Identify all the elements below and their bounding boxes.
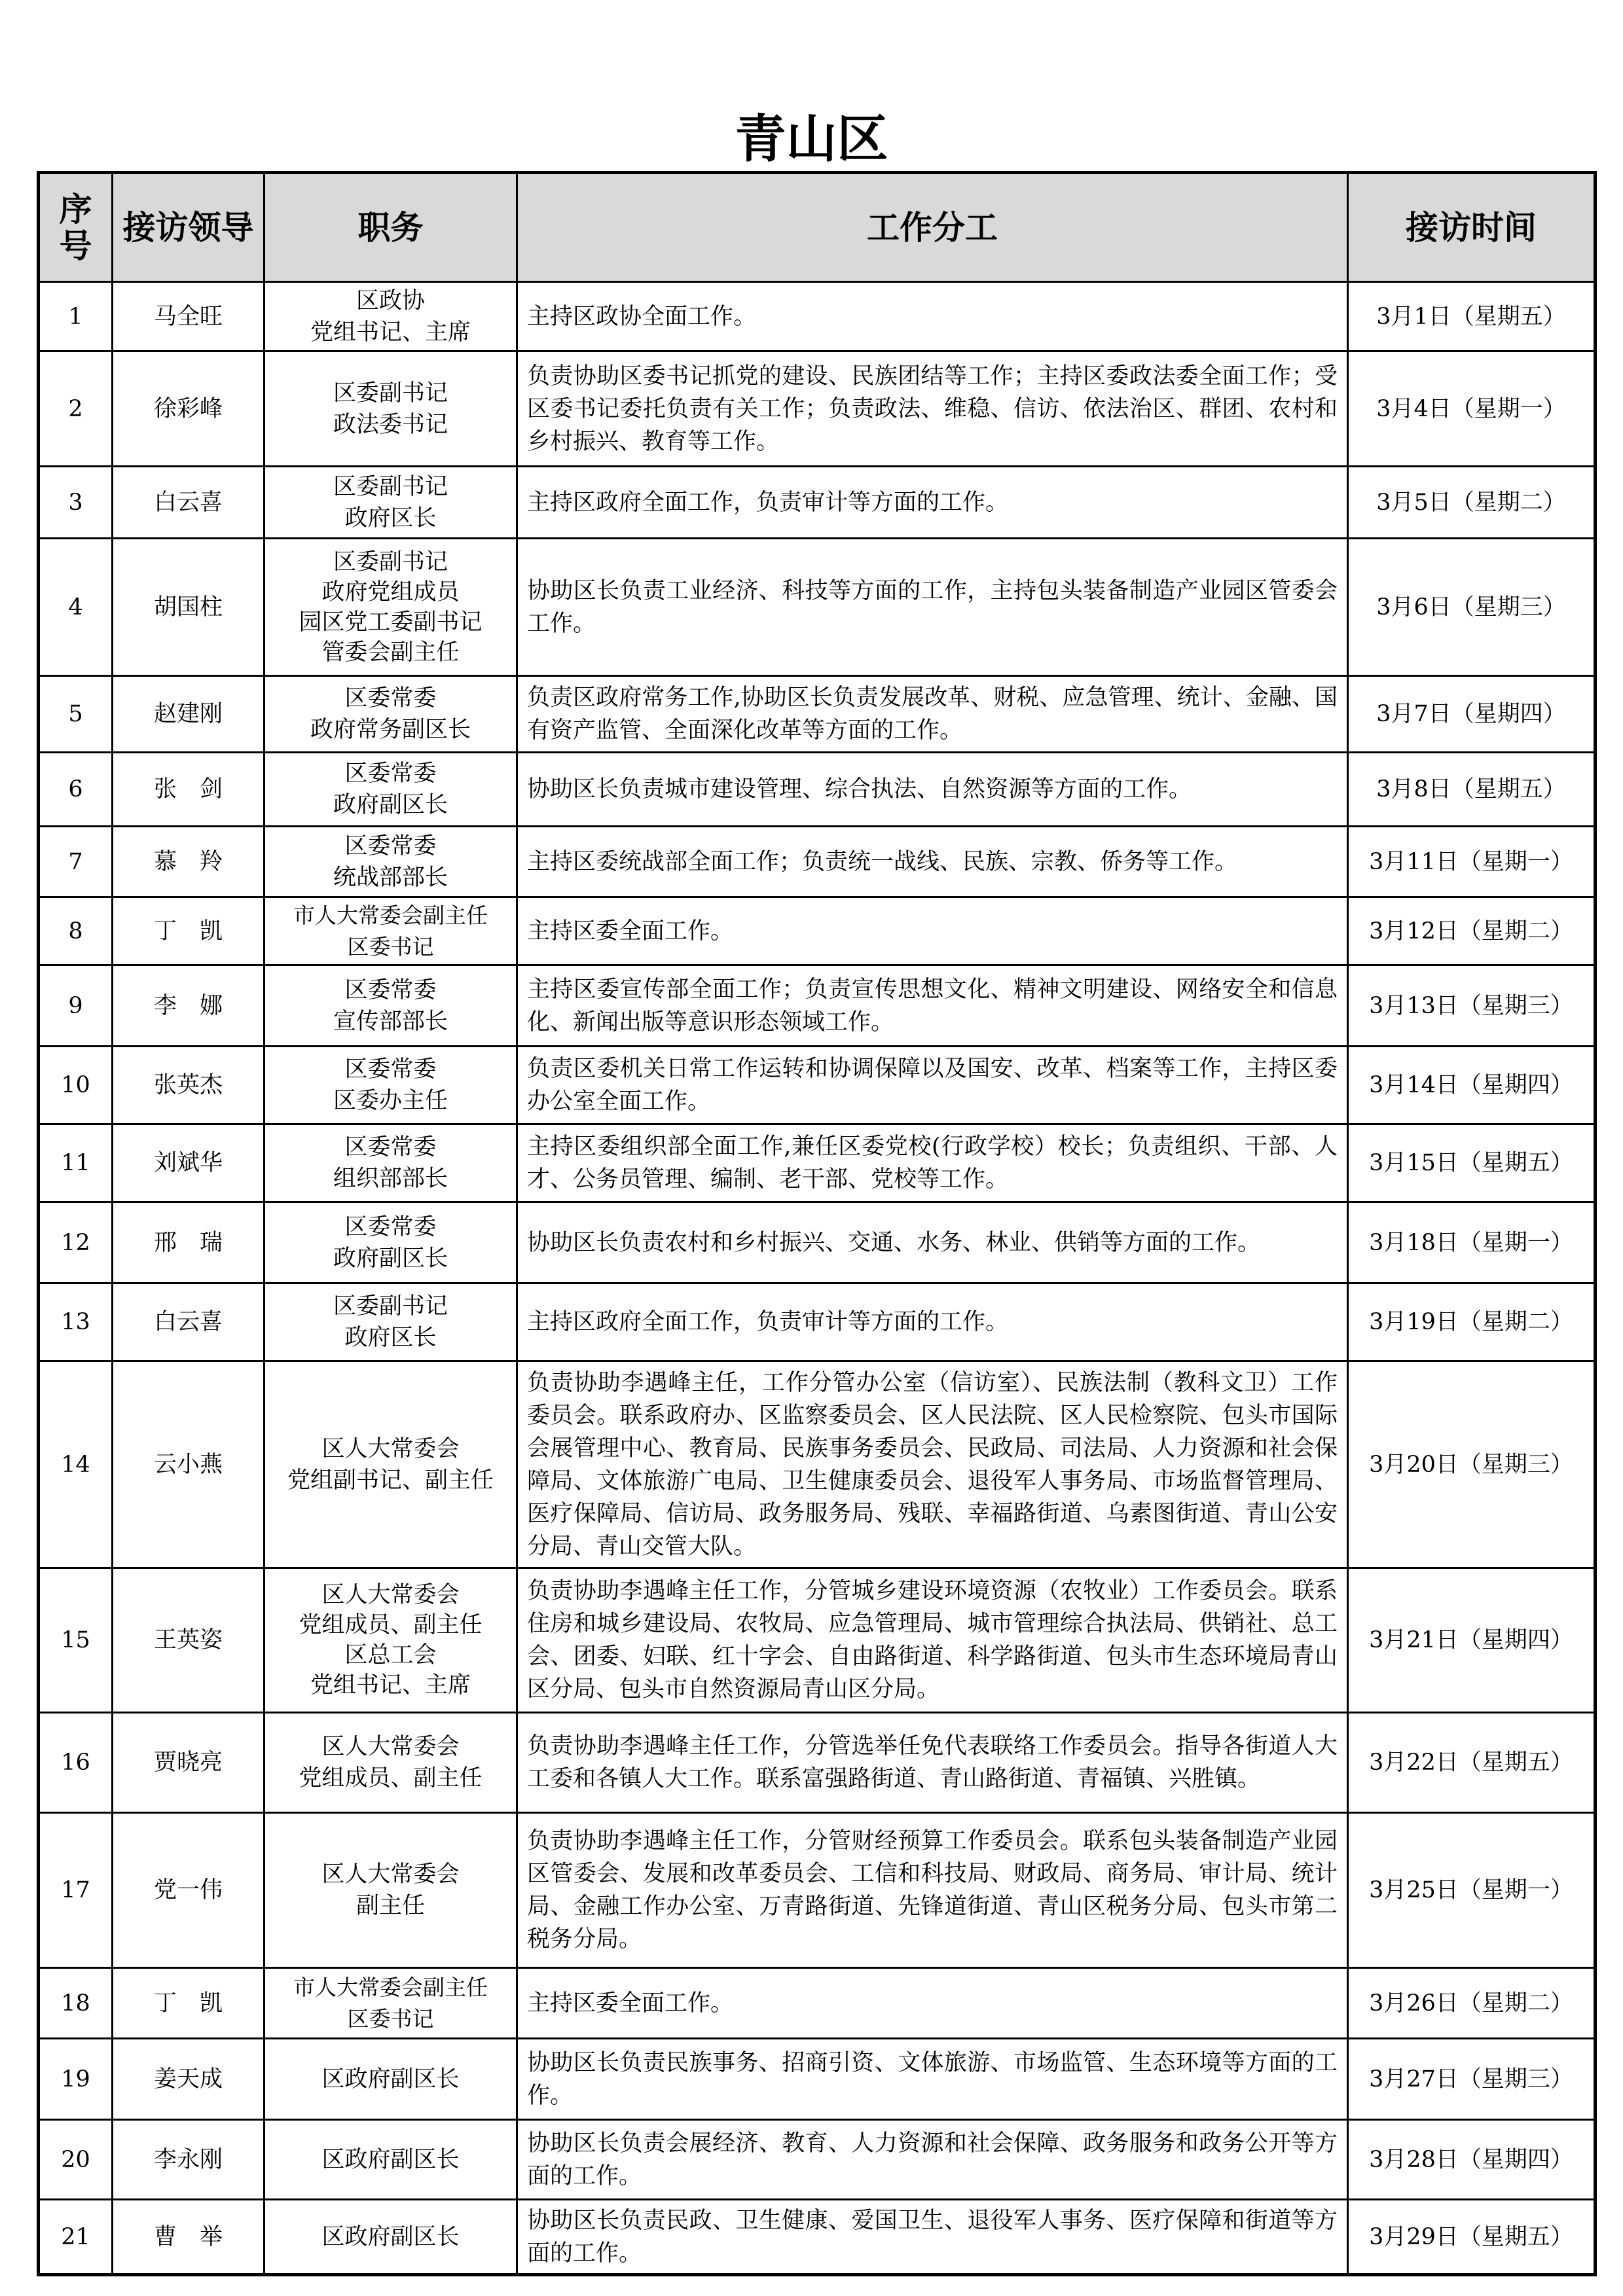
table-row <box>39 1713 1596 1813</box>
position-line: 区委常委 <box>344 761 437 787</box>
position-line: 区政府副区长 <box>321 2146 460 2173</box>
duty-text: 主持区政府全面工作，负责审计等方面的工作。 <box>517 467 1348 539</box>
reception-time: 3月27日（星期三） <box>1348 2039 1596 2120</box>
leader-name: 胡国柱 <box>113 539 264 676</box>
position-line: 副主任 <box>356 1893 425 1919</box>
position-cell <box>264 1813 517 1968</box>
leader-name: 邢 瑞 <box>113 1202 264 1283</box>
duty-text: 负责区政府常务工作,协助区长负责发展改革、财税、应急管理、统计、金融、国有资产监管、全面深化改革等方面的工作。 <box>517 676 1348 753</box>
reception-time: 3月28日（星期四） <box>1348 2120 1596 2200</box>
header-leader: 接访领导 <box>113 173 264 282</box>
position-line: 管委会副主任 <box>321 639 460 666</box>
table-row <box>39 1968 1596 2039</box>
row-number: 20 <box>39 2120 113 2200</box>
leader-name: 曹 举 <box>113 2200 264 2275</box>
duty-text: 负责协助李遇峰主任工作，分管选举任免代表联络工作委员会。指导各街道人大工委和各镇人大工作。联系富强路街道、青山路街道、青福镇、兴胜镇。 <box>517 1713 1348 1813</box>
duty-text: 主持区委宣传部全面工作；负责宣传思想文化、精神文明建设、网络安全和信息化、新闻出版等意识形态领域工作。 <box>517 965 1348 1047</box>
table-row <box>39 1202 1596 1283</box>
position-cell <box>264 1713 517 1813</box>
position-cell <box>264 467 517 539</box>
position-cell <box>264 1283 517 1361</box>
position-cell <box>264 351 517 467</box>
position-cell <box>264 897 517 965</box>
position-line: 区人大常委会 <box>321 1435 460 1462</box>
leader-name: 李永刚 <box>113 2120 264 2200</box>
row-number: 2 <box>39 351 113 467</box>
leader-name: 张英杰 <box>113 1047 264 1124</box>
position-line: 党组成员、副主任 <box>299 1765 483 1791</box>
reception-time: 3月26日（星期二） <box>1348 1968 1596 2039</box>
reception-time: 3月18日（星期一） <box>1348 1202 1596 1283</box>
reception-time: 3月4日（星期一） <box>1348 351 1596 467</box>
position-line: 园区党工委副书记 <box>299 609 483 636</box>
reception-time: 3月12日（星期二） <box>1348 897 1596 965</box>
position-line: 党组书记、主席 <box>310 1672 471 1698</box>
position-cell <box>264 676 517 753</box>
position-cell <box>264 2200 517 2275</box>
leader-name: 赵建刚 <box>113 676 264 753</box>
duty-text: 负责协助李遇峰主任，工作分管办公室（信访室）、民族法制（教科文卫）工作委员会。联系政府办、区监察委员会、区人民法院、区人民检察院、包头市国际会展管理中心、教育局、民族事务委员会、民政局、司法局、人力资源和社会保障局、文体旅游广电局、卫生健康委员会、退役军人事务局、市场监督管理局、医疗保障局、信访局、政务服务局、残联、幸福路街道、乌素图街道、青山公安分局、青山交管大队。 <box>517 1361 1348 1568</box>
reception-time: 3月29日（星期五） <box>1348 2200 1596 2275</box>
leader-name: 慕 羚 <box>113 827 264 897</box>
row-number: 5 <box>39 676 113 753</box>
reception-time: 3月7日（星期四） <box>1348 676 1596 753</box>
reception-schedule-table <box>37 171 1597 2276</box>
table-row <box>39 1361 1596 1568</box>
position-line: 区委常委 <box>344 833 437 859</box>
duty-text: 负责协助李遇峰主任工作，分管财经预算工作委员会。联系包头装备制造产业园区管委会、发展和改革委员会、工信和科技局、财政局、商务局、审计局、统计局、金融工作办公室、万青路街道、先锋道街道、青山区税务分局、包头市第二税务分局。 <box>517 1813 1348 1968</box>
leader-name: 白云喜 <box>113 467 264 539</box>
reception-time: 3月15日（星期五） <box>1348 1124 1596 1202</box>
position-line: 统战部部长 <box>333 864 448 891</box>
leader-name: 王英姿 <box>113 1568 264 1713</box>
table-row <box>39 965 1596 1047</box>
table-header-row <box>39 173 1596 282</box>
reception-time: 3月6日（星期三） <box>1348 539 1596 676</box>
leader-name: 云小燕 <box>113 1361 264 1568</box>
leader-name: 丁 凯 <box>113 897 264 965</box>
header-no: 序号 <box>39 173 113 282</box>
header-duty: 工作分工 <box>517 173 1348 282</box>
duty-text: 主持区政府全面工作，负责审计等方面的工作。 <box>517 1283 1348 1361</box>
position-line: 区委副书记 <box>333 380 448 406</box>
duty-text: 协助区长负责会展经济、教育、人力资源和社会保障、政务服务和政务公开等方面的工作。 <box>517 2120 1348 2200</box>
position-line: 区人大常委会 <box>321 1734 460 1760</box>
row-number: 8 <box>39 897 113 965</box>
leader-name: 刘斌华 <box>113 1124 264 1202</box>
position-cell <box>264 827 517 897</box>
position-line: 区委常委 <box>344 1056 437 1083</box>
row-number: 16 <box>39 1713 113 1813</box>
position-line: 政府区长 <box>344 1325 437 1351</box>
row-number: 19 <box>39 2039 113 2120</box>
position-line: 政法委书记 <box>333 411 448 438</box>
header-position: 职务 <box>264 173 517 282</box>
duty-text: 协助区长负责民政、卫生健康、爱国卫生、退役军人事务、医疗保障和街道等方面的工作。 <box>517 2200 1348 2275</box>
table-row <box>39 2200 1596 2275</box>
position-cell <box>264 2039 517 2120</box>
row-number: 17 <box>39 1813 113 1968</box>
duty-text: 协助区长负责工业经济、科技等方面的工作，主持包头装备制造产业园区管委会工作。 <box>517 539 1348 676</box>
table-row <box>39 282 1596 351</box>
position-cell <box>264 539 517 676</box>
position-line: 市人大常委会副主任 <box>293 902 488 928</box>
position-line: 区委书记 <box>347 2005 434 2032</box>
duty-text: 协助区长负责农村和乡村振兴、交通、水务、林业、供销等方面的工作。 <box>517 1202 1348 1283</box>
leader-name: 党一伟 <box>113 1813 264 1968</box>
position-line: 区人大常委会 <box>321 1861 460 1888</box>
reception-time: 3月25日（星期一） <box>1348 1813 1596 1968</box>
position-line: 区委副书记 <box>333 1293 448 1319</box>
position-line: 市人大常委会副主任 <box>293 1974 488 2000</box>
duty-text: 负责区委机关日常工作运转和协调保障以及国安、改革、档案等工作，主持区委办公室全面工作。 <box>517 1047 1348 1124</box>
table-row <box>39 351 1596 467</box>
position-line: 政府党组成员 <box>321 579 460 605</box>
position-cell <box>264 1202 517 1283</box>
row-number: 21 <box>39 2200 113 2275</box>
table-row <box>39 1568 1596 1713</box>
leader-name: 张 剑 <box>113 753 264 827</box>
leader-name: 李 娜 <box>113 965 264 1047</box>
position-line: 政府副区长 <box>333 1245 448 1272</box>
duty-text: 负责协助李遇峰主任工作，分管城乡建设环境资源（农牧业）工作委员会。联系住房和城乡建设局、农牧局、应急管理局、城市管理综合执法局、供销社、总工会、团委、妇联、红十字会、自由路街道、科学路街道、包头市生态环境局青山区分局、包头市自然资源局青山区分局。 <box>517 1568 1348 1713</box>
position-line: 党组副书记、副主任 <box>287 1467 494 1494</box>
row-number: 11 <box>39 1124 113 1202</box>
duty-text: 主持区政协全面工作。 <box>517 282 1348 351</box>
position-line: 区委常委 <box>344 977 437 1003</box>
reception-time: 3月22日（星期五） <box>1348 1713 1596 1813</box>
duty-text: 协助区长负责城市建设管理、综合执法、自然资源等方面的工作。 <box>517 753 1348 827</box>
position-cell <box>264 1124 517 1202</box>
duty-text: 主持区委组织部全面工作,兼任区委党校(行政学校）校长；负责组织、干部、人才、公务员管理、编制、老干部、党校等工作。 <box>517 1124 1348 1202</box>
row-number: 13 <box>39 1283 113 1361</box>
table-row <box>39 1813 1596 1968</box>
leader-name: 贾晓亮 <box>113 1713 264 1813</box>
header-time: 接访时间 <box>1348 173 1596 282</box>
table-row <box>39 1047 1596 1124</box>
position-cell <box>264 965 517 1047</box>
position-line: 政府副区长 <box>333 792 448 818</box>
table-row <box>39 467 1596 539</box>
position-line: 区总工会 <box>344 1642 437 1668</box>
position-line: 区委副书记 <box>333 473 448 500</box>
reception-time: 3月21日（星期四） <box>1348 1568 1596 1713</box>
leader-name: 徐彩峰 <box>113 351 264 467</box>
table-row <box>39 676 1596 753</box>
table-row <box>39 1283 1596 1361</box>
position-line: 宣传部部长 <box>333 1008 448 1035</box>
reception-time: 3月11日（星期一） <box>1348 827 1596 897</box>
position-line: 区委常委 <box>344 1213 437 1240</box>
position-line: 区委书记 <box>347 933 434 960</box>
row-number: 4 <box>39 539 113 676</box>
position-line: 区委常委 <box>344 1134 437 1160</box>
leader-name: 丁 凯 <box>113 1968 264 2039</box>
position-cell <box>264 753 517 827</box>
position-cell <box>264 1047 517 1124</box>
duty-text: 负责协助区委书记抓党的建设、民族团结等工作；主持区委政法委全面工作；受区委书记委托负责有关工作；负责政法、维稳、信访、依法治区、群团、农村和乡村振兴、教育等工作。 <box>517 351 1348 467</box>
leader-name: 姜天成 <box>113 2039 264 2120</box>
leader-name: 白云喜 <box>113 1283 264 1361</box>
table-row <box>39 827 1596 897</box>
position-cell <box>264 1361 517 1568</box>
position-cell <box>264 1968 517 2039</box>
position-line: 党组成员、副主任 <box>299 1612 483 1638</box>
table-row <box>39 753 1596 827</box>
row-number: 7 <box>39 827 113 897</box>
position-line: 政府常务副区长 <box>310 717 471 743</box>
position-line: 党组书记、主席 <box>310 319 471 346</box>
position-cell <box>264 1568 517 1713</box>
reception-time: 3月1日（星期五） <box>1348 282 1596 351</box>
duty-text: 主持区委全面工作。 <box>517 1968 1348 2039</box>
row-number: 18 <box>39 1968 113 2039</box>
position-line: 区政府副区长 <box>321 2223 460 2250</box>
row-number: 1 <box>39 282 113 351</box>
reception-time: 3月5日（星期二） <box>1348 467 1596 539</box>
position-cell <box>264 2120 517 2200</box>
row-number: 6 <box>39 753 113 827</box>
position-line: 组织部部长 <box>333 1166 448 1192</box>
row-number: 9 <box>39 965 113 1047</box>
position-line: 区政府副区长 <box>321 2066 460 2092</box>
reception-time: 3月20日（星期三） <box>1348 1361 1596 1568</box>
row-number: 14 <box>39 1361 113 1568</box>
reception-time: 3月19日（星期二） <box>1348 1283 1596 1361</box>
table-row <box>39 2039 1596 2120</box>
table-row <box>39 897 1596 965</box>
position-cell <box>264 282 517 351</box>
position-line: 政府区长 <box>344 505 437 531</box>
position-line: 区委副书记 <box>333 548 448 575</box>
position-line: 区委办主任 <box>333 1088 448 1114</box>
table-row <box>39 539 1596 676</box>
duty-text: 主持区委全面工作。 <box>517 897 1348 965</box>
table-row <box>39 2120 1596 2200</box>
table-row <box>39 1124 1596 1202</box>
reception-time: 3月14日（星期四） <box>1348 1047 1596 1124</box>
row-number: 12 <box>39 1202 113 1283</box>
leader-name: 马全旺 <box>113 282 264 351</box>
row-number: 3 <box>39 467 113 539</box>
reception-time: 3月8日（星期五） <box>1348 753 1596 827</box>
page-title: 青山区 <box>735 110 888 169</box>
duty-text: 主持区委统战部全面工作；负责统一战线、民族、宗教、侨务等工作。 <box>517 827 1348 897</box>
row-number: 10 <box>39 1047 113 1124</box>
position-line: 区人大常委会 <box>321 1582 460 1608</box>
duty-text: 协助区长负责民族事务、招商引资、文体旅游、市场监管、生态环境等方面的工作。 <box>517 2039 1348 2120</box>
position-line: 区委常委 <box>344 685 437 711</box>
row-number: 15 <box>39 1568 113 1713</box>
position-line: 区政协 <box>356 287 425 314</box>
reception-time: 3月13日（星期三） <box>1348 965 1596 1047</box>
